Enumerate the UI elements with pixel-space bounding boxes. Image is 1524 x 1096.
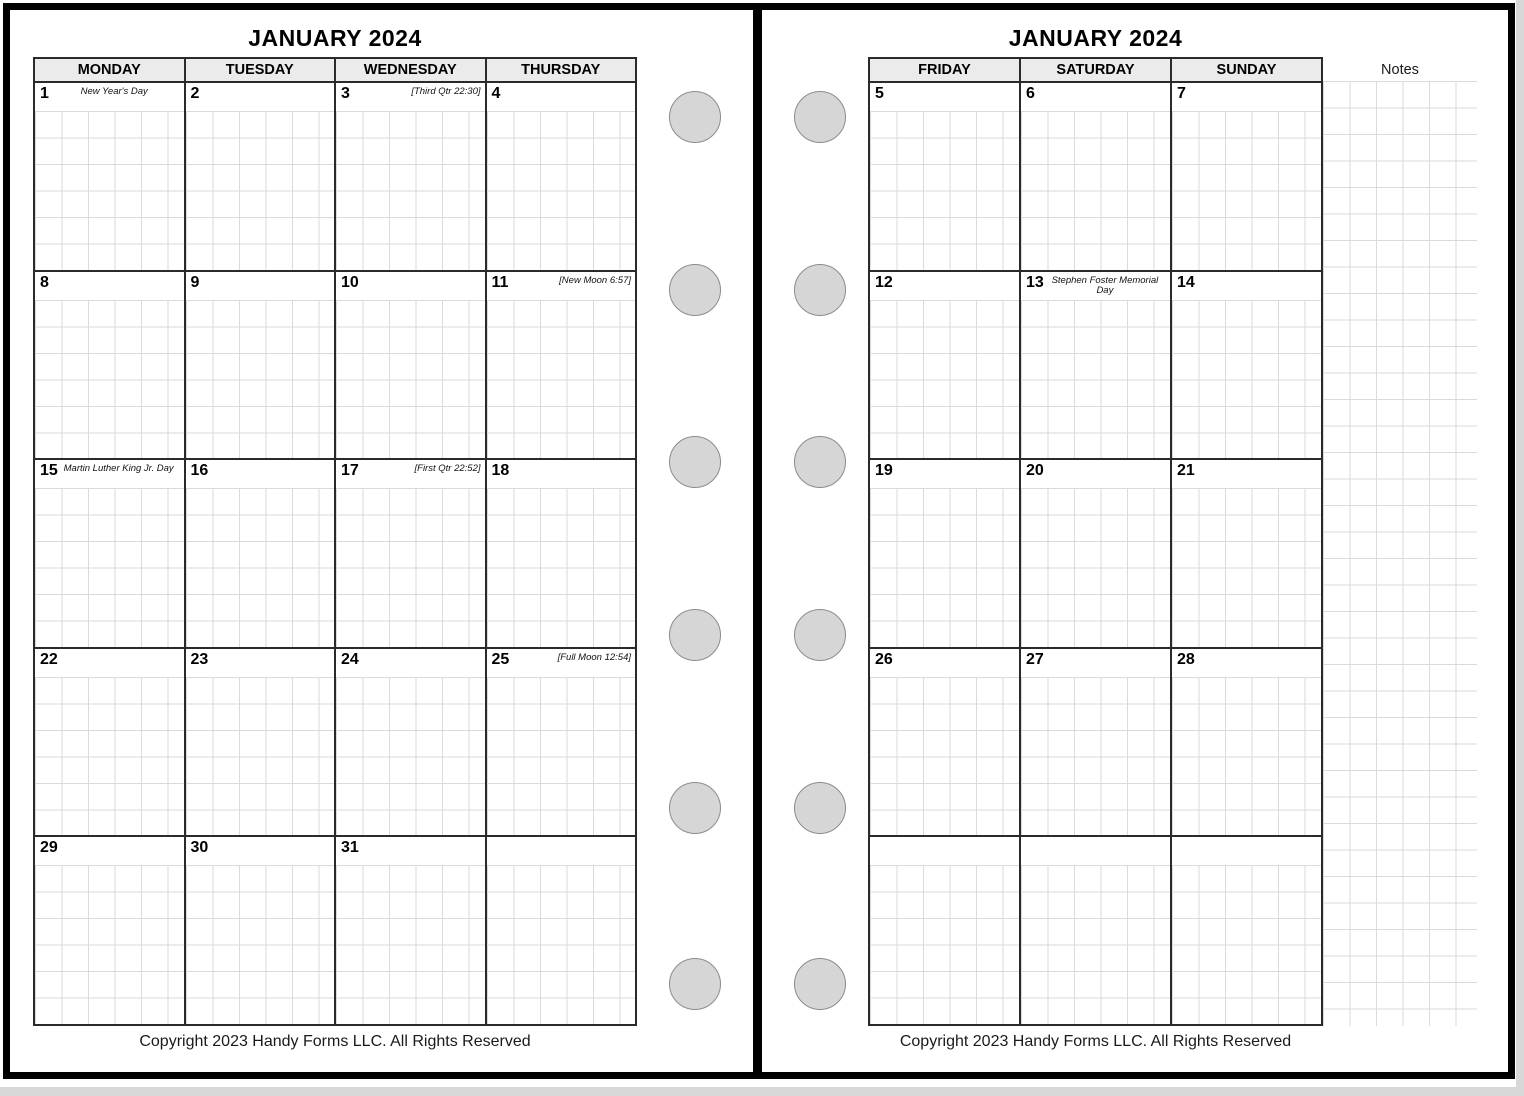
writing-grid (870, 865, 1019, 1024)
day-cell-5 (870, 83, 1019, 270)
date-note: [New Moon 6:57] (559, 274, 631, 286)
day-cell-21 (1170, 460, 1321, 647)
date-note: Stephen Foster Memorial Day (1051, 274, 1159, 297)
writing-grid (35, 488, 184, 647)
date-number: 22 (40, 650, 58, 668)
date-number: 14 (1177, 273, 1195, 291)
week-row (870, 458, 1321, 647)
day-cell-18 (485, 460, 636, 647)
binder-hole (794, 609, 846, 661)
calendar-body (870, 83, 1321, 1024)
date-number: 5 (875, 85, 884, 102)
date-strip (1172, 649, 1321, 677)
binder-hole (669, 264, 721, 316)
day-cell-11 (485, 272, 636, 459)
week-row (870, 83, 1321, 270)
date-number: 25 (491, 650, 510, 668)
date-number: 30 (190, 839, 209, 857)
week-row (35, 83, 635, 270)
date-strip (487, 272, 636, 300)
date-number: 16 (190, 462, 209, 480)
week-row (35, 458, 635, 647)
writing-grid (35, 677, 184, 836)
date-number: 11 (491, 273, 509, 291)
day-cell-empty (1170, 837, 1321, 1024)
date-number: 17 (341, 462, 359, 480)
date-note: Martin Luther King Jr. Day (63, 463, 174, 475)
day-cell-31 (334, 837, 485, 1024)
day-cell-9 (184, 272, 335, 459)
binder-hole (794, 782, 846, 834)
day-cell-15 (35, 460, 184, 647)
day-header-row (870, 59, 1321, 83)
date-strip (186, 837, 335, 865)
day-header-thursday: THURSDAY (485, 59, 636, 81)
writing-grid (1172, 111, 1321, 270)
date-note: [Third Qtr 22:30] (411, 86, 481, 97)
day-header-saturday: SATURDAY (1019, 59, 1170, 81)
date-strip (1172, 272, 1321, 300)
binder-hole (669, 91, 721, 143)
date-number: 23 (190, 650, 209, 668)
date-strip (186, 83, 335, 111)
week-row (35, 647, 635, 836)
left-page (10, 10, 753, 1072)
date-strip (336, 837, 485, 865)
date-note: [First Qtr 22:52] (414, 463, 481, 475)
date-number: 9 (190, 273, 200, 291)
date-strip (35, 460, 184, 488)
date-number: 21 (1177, 462, 1195, 480)
date-strip (1172, 83, 1321, 111)
date-number: 6 (1026, 85, 1035, 102)
date-number: 27 (1026, 650, 1044, 668)
notes-label: Notes (1381, 62, 1419, 78)
date-number: 13 (1026, 273, 1044, 291)
writing-grid (186, 677, 335, 836)
day-cell-empty (485, 837, 636, 1024)
date-number: 8 (40, 273, 49, 291)
writing-grid (336, 488, 485, 647)
date-strip (336, 460, 485, 488)
date-strip (487, 837, 636, 865)
day-header-row (35, 59, 635, 83)
date-strip (1172, 460, 1321, 488)
writing-grid (1021, 111, 1170, 270)
writing-grid (1172, 300, 1321, 459)
binder-hole (794, 436, 846, 488)
date-number: 4 (491, 85, 501, 102)
day-cell-13 (1019, 272, 1170, 459)
writing-grid (35, 111, 184, 270)
date-strip (1021, 837, 1170, 865)
date-number: 19 (875, 462, 893, 480)
writing-grid (487, 865, 636, 1024)
day-cell-27 (1019, 649, 1170, 836)
day-cell-6 (1019, 83, 1170, 270)
date-number: 28 (1177, 650, 1195, 668)
writing-grid (186, 300, 335, 459)
date-strip (186, 460, 335, 488)
writing-grid (487, 300, 636, 459)
date-strip (870, 83, 1019, 111)
writing-grid (1172, 677, 1321, 836)
binder-hole (794, 958, 846, 1010)
week-row (35, 835, 635, 1024)
binder-hole (669, 782, 721, 834)
day-header-wednesday: WEDNESDAY (334, 59, 485, 81)
date-number: 3 (341, 85, 350, 102)
copyright-footer: Copyright 2023 Handy Forms LLC. All Rights Reserved (139, 1033, 531, 1050)
day-header-sunday: SUNDAY (1170, 59, 1321, 81)
day-cell-22 (35, 649, 184, 836)
date-strip (336, 83, 485, 111)
planner-spread (3, 3, 1515, 1079)
date-strip (870, 837, 1019, 865)
calendar-table-right (868, 57, 1323, 1026)
day-cell-3 (334, 83, 485, 270)
date-strip (487, 83, 636, 111)
date-strip (1172, 837, 1321, 865)
date-number: 15 (40, 462, 58, 480)
day-cell-25 (485, 649, 636, 836)
date-number: 29 (40, 839, 58, 857)
date-strip (35, 83, 184, 111)
writing-grid (870, 677, 1019, 836)
week-row (870, 647, 1321, 836)
binder-hole (669, 609, 721, 661)
date-strip (35, 272, 184, 300)
writing-grid (336, 677, 485, 836)
date-strip (870, 460, 1019, 488)
date-note: [Full Moon 12:54] (557, 651, 631, 663)
date-strip (1021, 272, 1170, 300)
calendar-table-left (33, 57, 637, 1026)
day-cell-14 (1170, 272, 1321, 459)
writing-grid (186, 488, 335, 647)
day-cell-23 (184, 649, 335, 836)
week-row (870, 835, 1321, 1024)
writing-grid (1172, 865, 1321, 1024)
day-cell-10 (334, 272, 485, 459)
writing-grid (1021, 488, 1170, 647)
date-strip (186, 272, 335, 300)
day-cell-19 (870, 460, 1019, 647)
notes-writing-grid (1323, 81, 1477, 1026)
date-number: 24 (341, 650, 359, 668)
date-strip (1021, 83, 1170, 111)
week-row (35, 270, 635, 459)
day-cell-26 (870, 649, 1019, 836)
calendar-body (35, 83, 635, 1024)
day-cell-empty (1019, 837, 1170, 1024)
day-cell-2 (184, 83, 335, 270)
binder-hole (669, 436, 721, 488)
writing-grid (870, 488, 1019, 647)
writing-grid (1021, 677, 1170, 836)
day-header-monday: MONDAY (77, 62, 141, 78)
page-title: JANUARY 2024 (1008, 25, 1183, 51)
date-number: 18 (491, 462, 510, 480)
date-number: 7 (1177, 85, 1186, 102)
date-number: 26 (875, 650, 893, 668)
writing-grid (35, 865, 184, 1024)
day-cell-20 (1019, 460, 1170, 647)
day-cell-24 (334, 649, 485, 836)
writing-grid (35, 300, 184, 459)
copyright-footer: Copyright 2023 Handy Forms LLC. All Rights Reserved (899, 1033, 1292, 1050)
day-cell-empty (870, 837, 1019, 1024)
date-number: 20 (1026, 462, 1044, 480)
date-strip (870, 272, 1019, 300)
writing-grid (1021, 300, 1170, 459)
writing-grid (487, 677, 636, 836)
date-number: 2 (190, 85, 200, 102)
date-strip (186, 649, 335, 677)
day-cell-30 (184, 837, 335, 1024)
writing-grid (336, 111, 485, 270)
date-number: 1 (40, 85, 49, 102)
date-strip (1021, 460, 1170, 488)
writing-grid (186, 865, 335, 1024)
writing-grid (487, 488, 636, 647)
date-strip (35, 837, 184, 865)
binder-hole (669, 958, 721, 1010)
spine-divider (753, 10, 762, 1072)
date-strip (487, 460, 636, 488)
right-page (762, 10, 1508, 1072)
writing-grid (487, 111, 636, 270)
writing-grid (186, 111, 335, 270)
day-cell-1 (35, 83, 184, 270)
date-strip (487, 649, 636, 677)
date-note: New Year's Day (80, 86, 148, 97)
week-row (870, 270, 1321, 459)
day-cell-8 (35, 272, 184, 459)
date-strip (336, 272, 485, 300)
date-strip (35, 649, 184, 677)
date-number: 10 (341, 273, 359, 291)
binder-hole (794, 264, 846, 316)
writing-grid (336, 300, 485, 459)
writing-grid (870, 300, 1019, 459)
day-cell-29 (35, 837, 184, 1024)
day-cell-16 (184, 460, 335, 647)
day-cell-12 (870, 272, 1019, 459)
writing-grid (336, 865, 485, 1024)
writing-grid (1021, 865, 1170, 1024)
day-cell-17 (334, 460, 485, 647)
day-cell-7 (1170, 83, 1321, 270)
date-number: 12 (875, 273, 893, 291)
writing-grid (870, 111, 1019, 270)
date-strip (870, 649, 1019, 677)
date-strip (336, 649, 485, 677)
page-title: JANUARY 2024 (248, 25, 422, 51)
writing-grid (1172, 488, 1321, 647)
date-number: 31 (341, 839, 359, 857)
day-header-friday: FRIDAY (918, 62, 971, 78)
date-strip (1021, 649, 1170, 677)
day-header-tuesday: TUESDAY (184, 59, 335, 81)
day-cell-4 (485, 83, 636, 270)
binder-hole (794, 91, 846, 143)
day-cell-28 (1170, 649, 1321, 836)
